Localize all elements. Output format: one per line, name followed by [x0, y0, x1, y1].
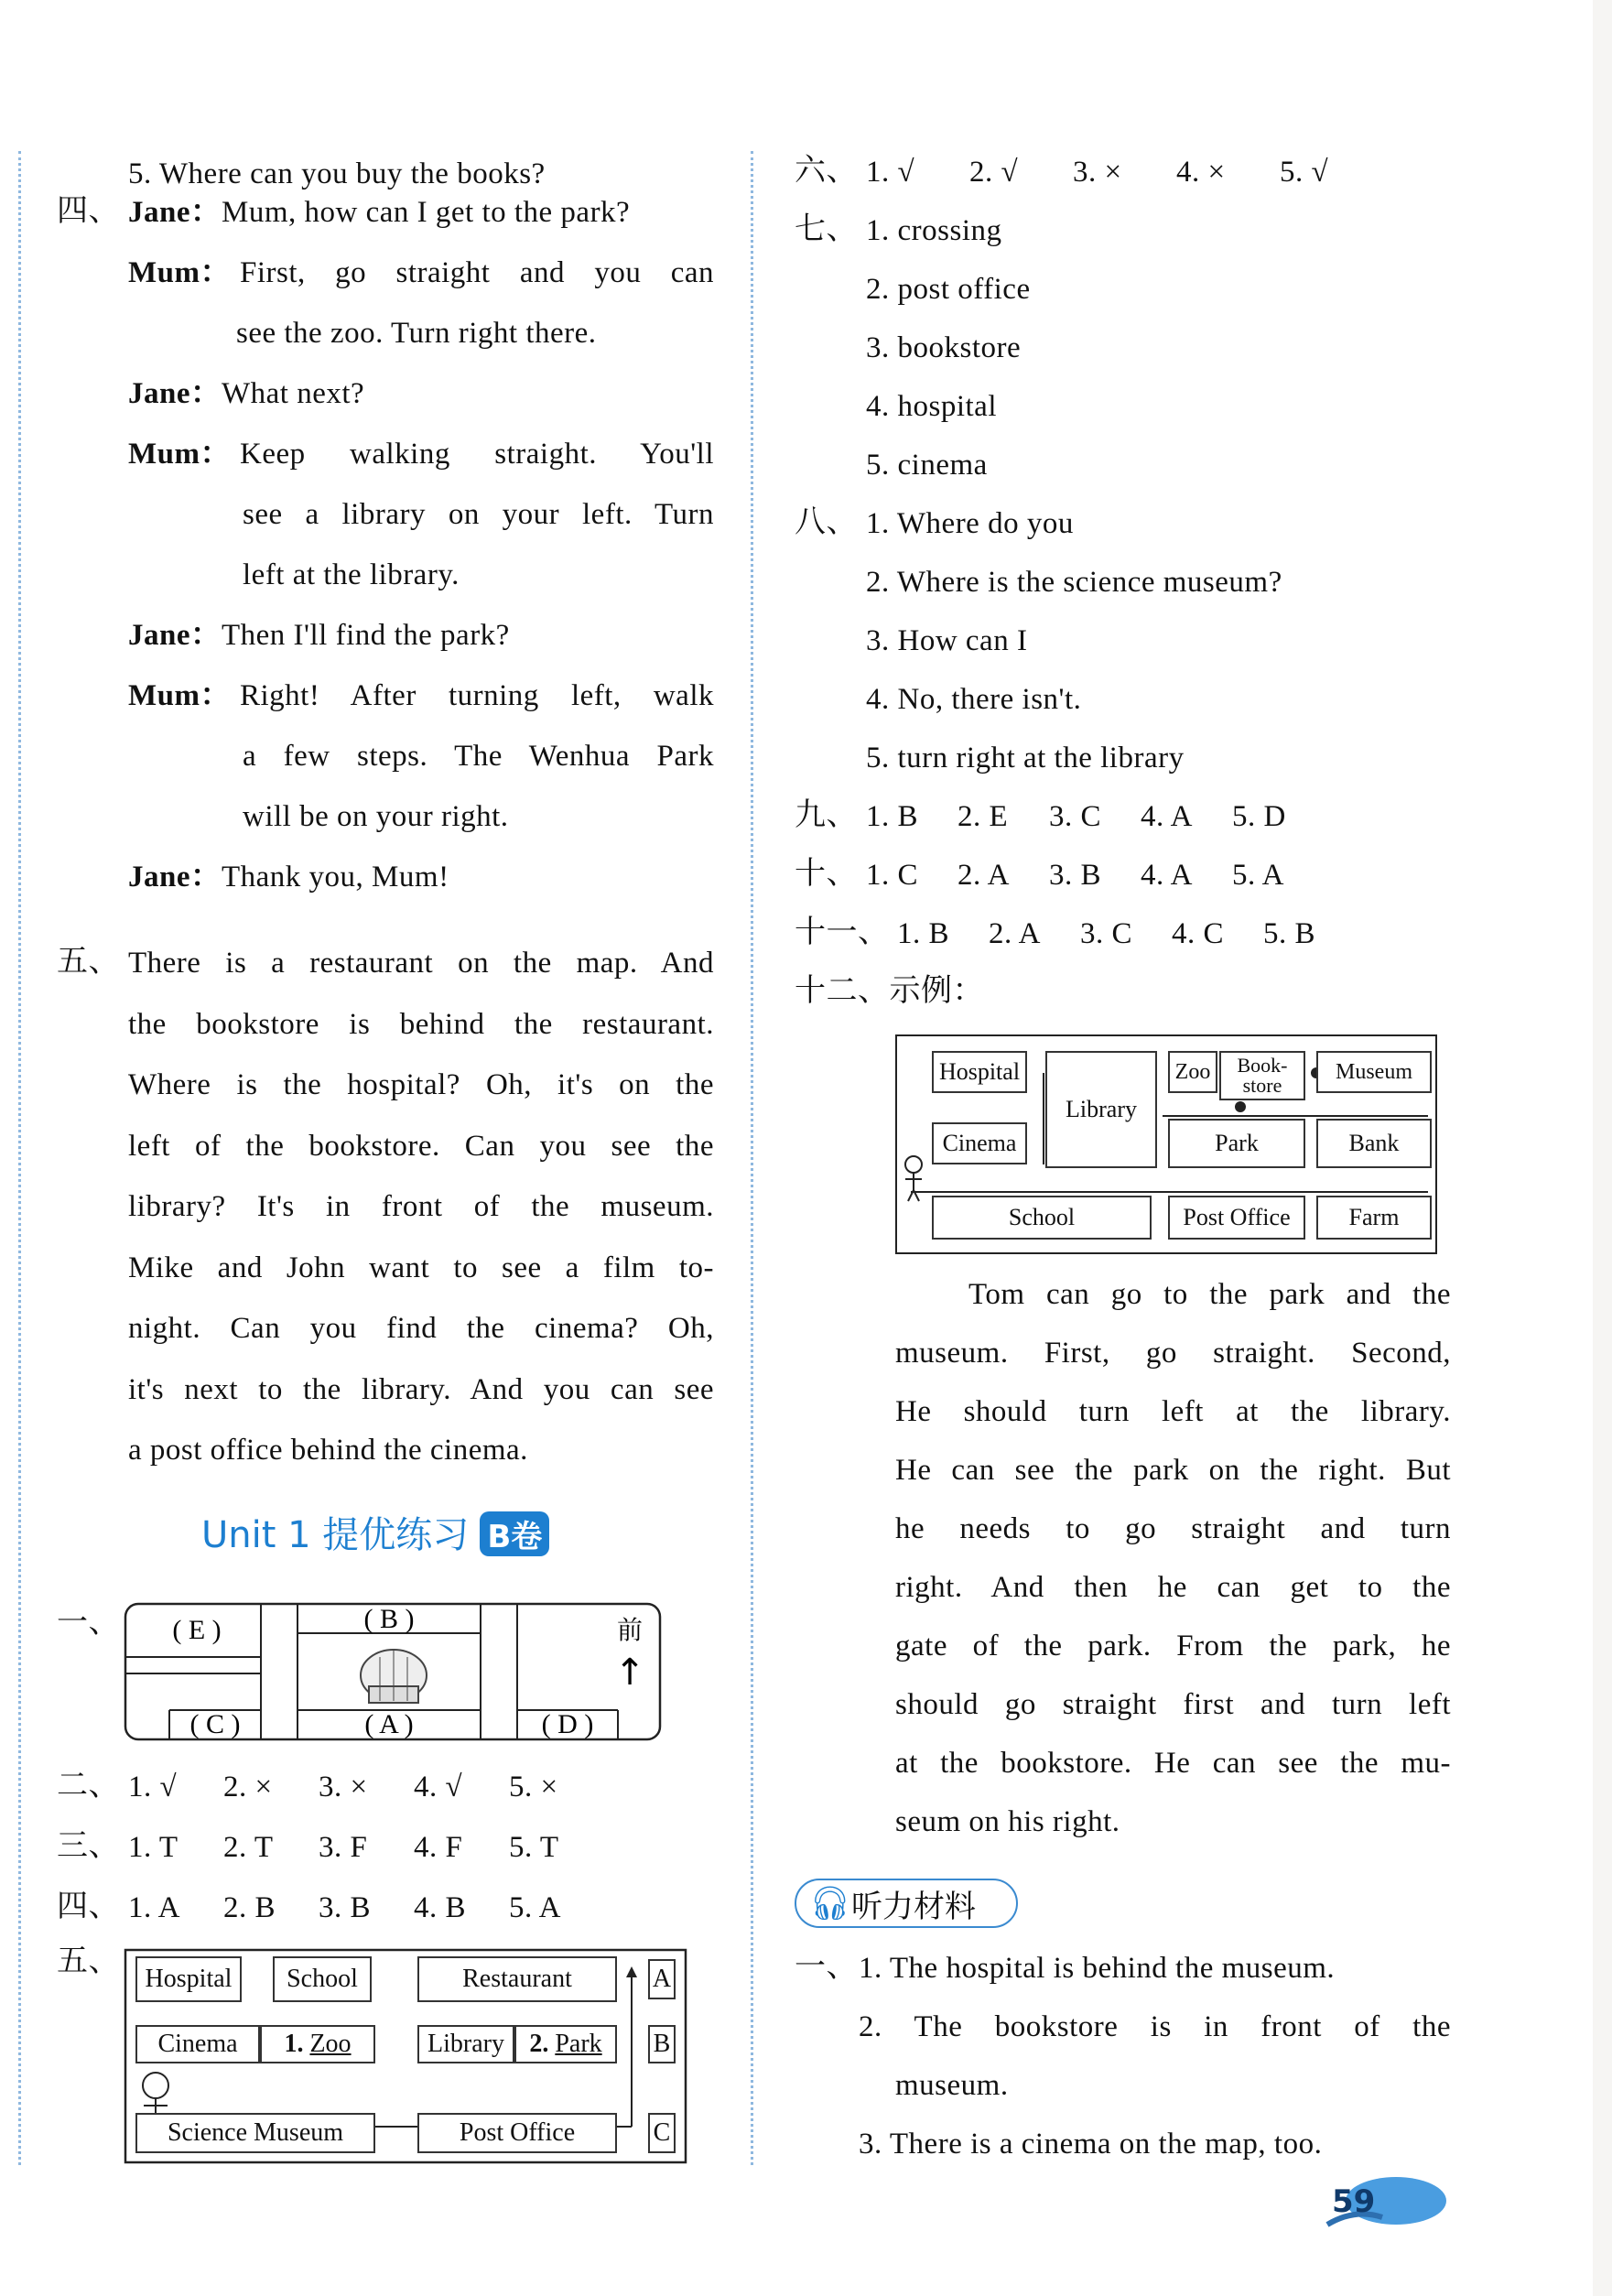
essay-line: should go straight first and turn left — [895, 1688, 1451, 1721]
seven-item: 3. bookstore — [866, 331, 1022, 364]
speaker-name: Mum — [128, 679, 200, 712]
dialog-speaker — [128, 255, 231, 291]
answer-marker: 二、 — [57, 1767, 120, 1803]
dialog-line: What next? — [222, 377, 365, 410]
unit-title-text: Unit 1 提优练习 — [201, 1514, 470, 1556]
answer-item: 3. F — [319, 1831, 368, 1864]
q5-cinema: Cinema — [135, 2025, 260, 2063]
five-line: night. Can you find the cinema? Oh, — [128, 1312, 714, 1345]
ten-marker: 十、 — [795, 855, 858, 892]
speaker-name: Jane — [128, 377, 190, 410]
person-icon — [905, 1156, 922, 1201]
answer-item: 4. √ — [414, 1771, 463, 1803]
essay-line: at the bookstore. He can see the mu- — [895, 1747, 1451, 1780]
map12-farm: Farm — [1316, 1196, 1432, 1240]
dialog-speaker — [128, 194, 222, 231]
speaker-name: Jane — [128, 196, 190, 229]
q5-park: Park — [555, 2030, 602, 2058]
twelve-marker: 十二、示例： — [795, 972, 984, 1009]
listening-marker: 一、 — [795, 1948, 858, 1985]
five-line: it's next to the library. And you can see — [128, 1372, 714, 1406]
six-item: 1. √ — [866, 156, 915, 189]
answer-item: 4. B — [414, 1891, 467, 1924]
answer-item: 1. √ — [128, 1771, 178, 1803]
q5-hospital: Hospital — [135, 1956, 242, 2002]
five-line: Mike and John want to see a film to- — [128, 1251, 714, 1284]
q1-marker: 一、 — [57, 1604, 120, 1641]
dialog-line: Keep walking straight. You'll — [240, 438, 714, 471]
q5-school: School — [273, 1956, 372, 2002]
essay-line: he needs to go straight and turn — [895, 1512, 1451, 1545]
speaker-sep: ： — [200, 679, 231, 712]
dialog-line: will be on your right. — [243, 800, 509, 833]
eight-item: 2. Where is the science museum? — [866, 566, 1282, 599]
q5-line: 5. Where can you buy the books? — [128, 157, 546, 190]
listening-line: 2. The bookstore is in front of the — [859, 2010, 1451, 2043]
center-dotline — [751, 151, 753, 2165]
speaker-sep: ： — [190, 619, 222, 652]
answer-item: 1. T — [128, 1831, 179, 1864]
answer-item: 3. B — [319, 1891, 372, 1924]
answer-item: 5. T — [509, 1831, 559, 1864]
dialog-line: First, go straight and you can — [240, 256, 714, 289]
essay-line: gate of the park. From the park, he — [895, 1630, 1451, 1662]
listening-line: 3. There is a cinema on the map, too. — [859, 2128, 1323, 2161]
q5-point-b: B — [648, 2025, 676, 2063]
answer-item: 3. × — [319, 1771, 368, 1803]
map12-post-office: Post Office — [1168, 1196, 1305, 1240]
q5-library: Library — [417, 2025, 514, 2063]
map12-park: Park — [1168, 1119, 1305, 1168]
q5-zoo-blank — [260, 2025, 375, 2063]
map12-bookstore: Book-store — [1219, 1051, 1305, 1100]
seven-item: 5. cinema — [866, 449, 988, 482]
answer-item: 5. × — [509, 1771, 558, 1803]
eight-item: 1. Where do you — [866, 507, 1074, 540]
answer-item: 1. A — [128, 1891, 181, 1924]
q5-map-marker: 五、 — [57, 1943, 120, 1979]
ten-item: 2. A — [957, 859, 1011, 892]
map12-hospital: Hospital — [932, 1051, 1027, 1093]
dialog-line: Right! After turning left, walk — [240, 679, 714, 712]
seven-marker: 七、 — [795, 211, 858, 247]
five-line: Where is the hospital? Oh, it's on the — [128, 1068, 714, 1101]
unit-badge: B卷 — [480, 1511, 549, 1556]
speaker-sep: ： — [200, 438, 231, 471]
dialog-line: Thank you, Mum! — [222, 861, 449, 893]
essay-line: Tom can go to the park and the — [968, 1278, 1451, 1311]
dialog-line: Then I'll find the park? — [222, 619, 510, 652]
answer-item: 2. B — [223, 1891, 276, 1924]
answer-marker: 三、 — [57, 1827, 120, 1864]
q1-label-b: ( B ) — [363, 1604, 415, 1634]
eight-item: 5. turn right at the library — [866, 742, 1185, 774]
five-line: the bookstore is behind the restaurant. — [128, 1007, 714, 1041]
unit-title — [201, 1506, 549, 1558]
dialog-line: see the zoo. Turn right there. — [236, 317, 597, 350]
headphones-icon: 🎧︎ — [809, 1885, 851, 1922]
speaker-sep: ： — [190, 196, 222, 229]
ten-item: 3. B — [1049, 859, 1102, 892]
five-line: a post office behind the cinema. — [128, 1434, 528, 1467]
q1-label-c: ( C ) — [189, 1709, 241, 1739]
listening-tag — [795, 1879, 1018, 1928]
q1-label-e: ( E ) — [172, 1615, 222, 1645]
map12 — [895, 1034, 1437, 1254]
nine-item: 1. B — [866, 800, 919, 833]
answer-item: 2. × — [223, 1771, 273, 1803]
dialog-speaker — [128, 677, 231, 714]
answer-marker: 四、 — [57, 1888, 120, 1924]
listening-tag-text: 听力材料 — [851, 1888, 976, 1925]
q5-zoo-num: 1. — [284, 2030, 304, 2058]
eight-item: 4. No, there isn't. — [866, 683, 1082, 716]
essay-line: seum on his right. — [895, 1805, 1120, 1838]
ten-item: 5. A — [1232, 859, 1285, 892]
eleven-item: 4. C — [1172, 917, 1225, 950]
q5-park-blank — [514, 2025, 617, 2063]
map12-library: Library — [1045, 1051, 1157, 1168]
map12-bank: Bank — [1316, 1119, 1432, 1168]
q1-label-d: ( D ) — [541, 1709, 594, 1739]
seven-item: 2. post office — [866, 273, 1031, 306]
q5-park-num: 2. — [529, 2030, 549, 2058]
dialog-line: left at the library. — [243, 558, 460, 591]
nine-item: 2. E — [957, 800, 1009, 833]
dialog-line: see a library on your left. Turn — [243, 498, 714, 531]
answer-item: 2. T — [223, 1831, 274, 1864]
dialog-marker: 四、 — [57, 192, 120, 229]
essay-line: right. And then he can get to the — [895, 1571, 1451, 1604]
dialog-line: a few steps. The Wenhua Park — [243, 740, 714, 773]
left-margin-dotline — [18, 151, 21, 2165]
map12-cinema: Cinema — [932, 1122, 1027, 1164]
speaker-name: Jane — [128, 619, 190, 652]
listening-line: museum. — [895, 2069, 1009, 2102]
up-arrow-icon: ↑ — [614, 1652, 645, 1694]
q5-science-museum: Science Museum — [135, 2113, 375, 2153]
five-marker: 五、 — [57, 943, 120, 980]
six-item: 5. √ — [1280, 156, 1329, 189]
answer-item: 5. A — [509, 1891, 562, 1924]
dialog-line: Mum, how can I get to the park? — [222, 196, 631, 229]
q5-point-c: C — [648, 2113, 676, 2153]
six-marker: 六、 — [795, 152, 858, 189]
q5-post-office: Post Office — [417, 2113, 617, 2153]
museum-building-icon — [361, 1650, 427, 1703]
q1-map — [124, 1602, 664, 1744]
eleven-item: 5. B — [1263, 917, 1316, 950]
listening-line: 1. The hospital is behind the museum. — [859, 1952, 1336, 1985]
ten-item: 4. A — [1141, 859, 1194, 892]
eight-item: 3. How can I — [866, 624, 1028, 657]
nine-item: 4. A — [1141, 800, 1194, 833]
five-line: There is a restaurant on the map. And — [128, 947, 714, 980]
speaker-sep: ： — [200, 256, 231, 289]
six-item: 3. × — [1073, 156, 1122, 189]
essay-line: museum. First, go straight. Second, — [895, 1337, 1451, 1370]
five-line: library? It's in front of the museum. — [128, 1190, 714, 1223]
answer-item: 4. F — [414, 1831, 463, 1864]
speaker-name: Mum — [128, 256, 200, 289]
nine-marker: 九、 — [795, 796, 858, 833]
speaker-name: Mum — [128, 438, 200, 471]
essay-line: He can see the park on the right. But — [895, 1454, 1451, 1487]
dialog-speaker — [128, 617, 222, 654]
nine-item: 5. D — [1232, 800, 1286, 833]
q1-forward-label: 前 — [616, 1615, 644, 1645]
dialog-speaker — [128, 375, 222, 412]
speaker-name: Jane — [128, 861, 190, 893]
eight-marker: 八、 — [795, 504, 858, 540]
q5-zoo: Zoo — [309, 2030, 352, 2058]
dialog-speaker — [128, 859, 222, 895]
map12-museum: Museum — [1316, 1051, 1432, 1093]
six-item: 4. × — [1176, 156, 1226, 189]
five-line: left of the bookstore. Can you see the — [128, 1129, 714, 1163]
eleven-item: 1. B — [897, 917, 950, 950]
seven-item: 1. crossing — [866, 214, 1002, 247]
speaker-sep: ： — [190, 861, 222, 893]
eleven-item: 2. A — [989, 917, 1042, 950]
page-number: 59 — [1332, 2183, 1376, 2220]
map12-zoo: Zoo — [1168, 1051, 1217, 1093]
ten-item: 1. C — [866, 859, 919, 892]
q5-restaurant: Restaurant — [417, 1956, 617, 2002]
route-arrow-icon — [626, 1966, 637, 1977]
q5-point-a: A — [648, 1959, 676, 1999]
speaker-sep: ： — [190, 377, 222, 410]
seven-item: 4. hospital — [866, 390, 997, 423]
dialog-speaker — [128, 436, 231, 472]
nine-item: 3. C — [1049, 800, 1102, 833]
map12-school: School — [932, 1196, 1152, 1240]
eleven-marker: 十一、 — [795, 914, 890, 950]
essay-line: He should turn left at the library. — [895, 1395, 1451, 1428]
q1-label-a: ( A ) — [364, 1709, 414, 1739]
six-item: 2. √ — [969, 156, 1019, 189]
eleven-item: 3. C — [1080, 917, 1133, 950]
